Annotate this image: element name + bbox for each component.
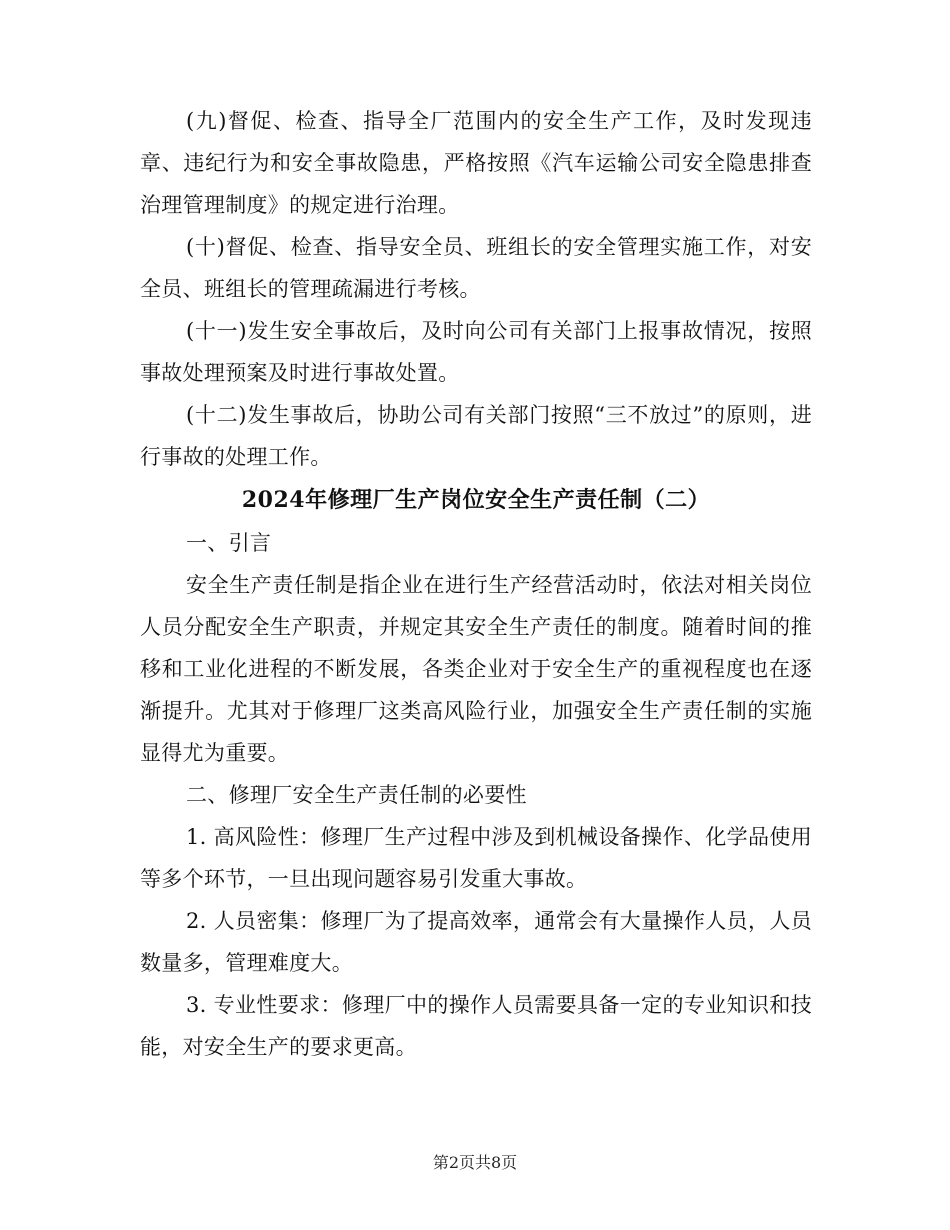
paragraph-item-9: (九)督促、检查、指导全厂范围内的安全生产工作，及时发现违章、违纪行为和安全事故隐患，严格按照《汽车运输公司安全隐患排查治理管理制度》的规定进行治理。 [140,109,812,217]
paragraph-item-11: (十一)发生安全事故后，及时向公司有关部门上报事故情况，按照事故处理预案及时进行事故处置。 [140,319,812,385]
heading-introduction: 一、引言 [186,531,272,555]
paragraph-introduction: 安全生产责任制是指企业在进行生产经营活动时，依法对相关岗位人员分配安全生产职责，并规定其安全生产责任的制度。随着时间的推移和工业化进程的不断发展，各类企业对于安全生产的重视程度也在逐渐提升。尤其对于修理厂这类高风险行业，加强安全生产责任制的实施显得尤为重要。 [140,573,812,765]
section-title: 2024年修理厂生产岗位安全生产责任制（二） [241,487,711,513]
list-item-high-risk: 1. 高风险性：修理厂生产过程中涉及到机械设备操作、化学品使用等多个环节，一旦出现问题容易引发重大事故。 [140,825,812,891]
list-item-dense-personnel: 2. 人员密集：修理厂为了提高效率，通常会有大量操作人员，人员数量多，管理难度大。 [140,909,812,975]
paragraph-item-10: (十)督促、检查、指导安全员、班组长的安全管理实施工作，对安全员、班组长的管理疏漏进行考核。 [140,235,812,301]
document-body [140,100,812,1068]
heading-necessity: 二、修理厂安全生产责任制的必要性 [186,783,527,807]
page-number-footer: 第2页共8页 [432,1153,518,1172]
list-item-professional: 3. 专业性要求：修理厂中的操作人员需要具备一定的专业知识和技能，对安全生产的要求更高。 [140,993,812,1059]
paragraph-item-12: (十二)发生事故后，协助公司有关部门按照“三不放过”的原则，进行事故的处理工作。 [140,403,812,469]
